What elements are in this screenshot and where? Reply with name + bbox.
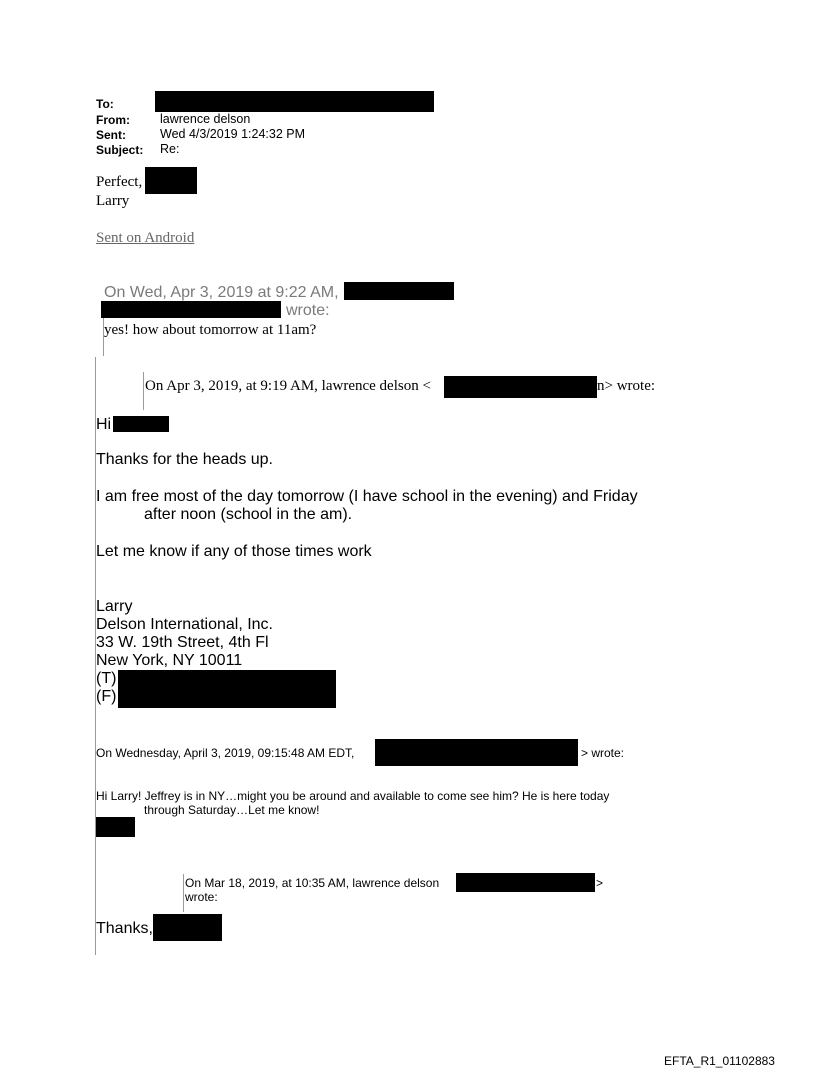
- signature-name: Larry: [96, 598, 133, 615]
- redaction-quote4-email: [456, 873, 595, 892]
- document-id: EFTA_R1_01102883: [664, 1054, 775, 1068]
- redaction-quote1-sender: [344, 282, 454, 300]
- quote1-wrote: wrote:: [286, 302, 330, 319]
- subject-value: Re:: [160, 142, 180, 156]
- reply-signoff: Larry: [96, 193, 130, 209]
- signature-fax-label: (F): [96, 688, 117, 705]
- quote2-greeting: Hi: [96, 416, 112, 433]
- signature-address-city: New York, NY 10011: [96, 652, 243, 669]
- to-label: To:: [96, 97, 114, 111]
- quote1-body: yes! how about tomorrow at 11am?: [104, 322, 317, 338]
- sent-value: Wed 4/3/2019 1:24:32 PM: [160, 127, 306, 141]
- quote2-attribution-bar: [143, 372, 144, 410]
- quote2-wrote: n> wrote:: [597, 378, 656, 394]
- redaction-quote4-name: [153, 914, 222, 941]
- redaction-quote2-email: [444, 376, 597, 398]
- redaction-quote2-greeting-name: [113, 416, 169, 432]
- sent-on-android-link[interactable]: Sent on Android: [96, 230, 195, 246]
- redaction-phone-fax: [118, 670, 336, 708]
- quote2-line3: Let me know if any of those times work: [96, 543, 372, 560]
- quote3-wrote: > wrote:: [581, 746, 625, 760]
- redaction-quote3-signature: [96, 817, 135, 837]
- signature-phone-label: (T): [96, 670, 117, 687]
- redaction-quote3-email: [375, 739, 578, 766]
- quote2-line2b: after noon (school in the am).: [144, 506, 353, 523]
- quote4-attribution: On Mar 18, 2019, at 10:35 AM, lawrence delson: [185, 876, 440, 890]
- quote3-attribution: On Wednesday, April 3, 2019, 09:15:48 AM EDT,: [96, 746, 355, 760]
- redaction-greeting-name: [145, 167, 197, 194]
- from-label: From:: [96, 113, 130, 127]
- subject-label: Subject:: [96, 143, 144, 157]
- redaction-quote1-email: [101, 301, 281, 318]
- quote4-attribution-bar: [183, 874, 184, 912]
- quote3-line1: Hi Larry! Jeffrey is in NY…might you be around and available to come see him? He is here today: [96, 789, 610, 803]
- quote4-gt: >: [596, 876, 604, 890]
- sent-label: Sent:: [96, 128, 126, 142]
- quote4-body: Thanks,: [96, 920, 153, 937]
- signature-company: Delson International, Inc.: [96, 616, 273, 633]
- quote3-line2: through Saturday…Let me know!: [144, 803, 320, 817]
- quote1-attribution: On Wed, Apr 3, 2019 at 9:22 AM,: [104, 284, 339, 301]
- reply-greeting: Perfect,: [96, 174, 143, 190]
- redaction-to: [155, 91, 434, 112]
- quote4-wrote: wrote:: [185, 890, 218, 904]
- from-value: lawrence delson: [160, 112, 251, 126]
- quote2-line1: Thanks for the heads up.: [96, 451, 273, 468]
- signature-address-street: 33 W. 19th Street, 4th Fl: [96, 634, 269, 651]
- quote2-attribution: On Apr 3, 2019, at 9:19 AM, lawrence delson <: [145, 378, 431, 394]
- quote2-line2a: I am free most of the day tomorrow (I have school in the evening) and Friday: [96, 488, 638, 505]
